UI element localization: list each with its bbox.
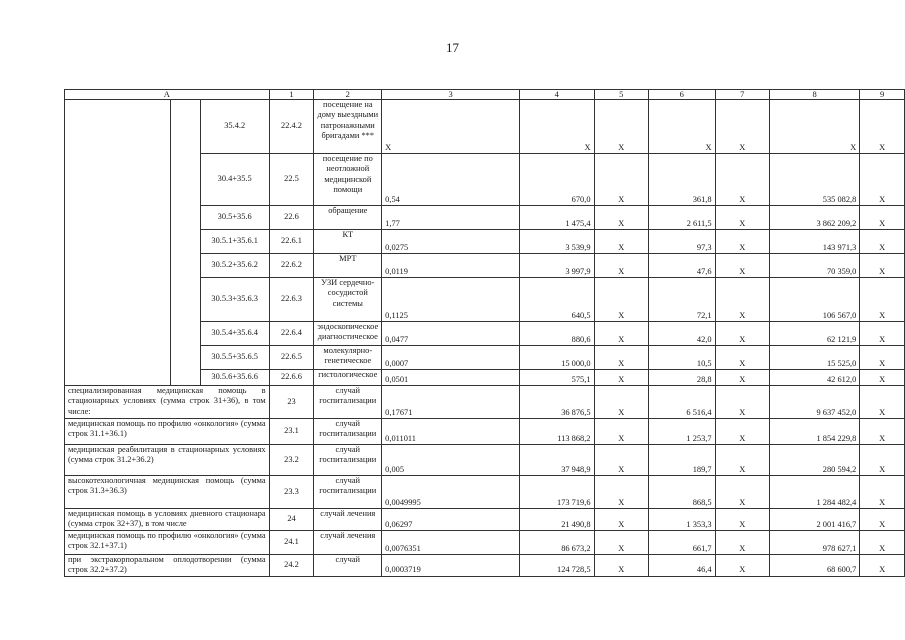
header-cell-5: 5 xyxy=(594,90,649,100)
value-col-4: 37 948,9 xyxy=(520,445,594,476)
value-col-3: 0,0477 xyxy=(382,322,520,346)
value-col-3: 0,0275 xyxy=(382,230,520,254)
value-col-9: Х xyxy=(860,254,905,278)
value-col-4: 1 475,4 xyxy=(520,206,594,230)
value-col-9: Х xyxy=(860,531,905,555)
value-col-3: 0,17671 xyxy=(382,386,520,419)
row-code-1: 22.6.6 xyxy=(269,370,314,386)
value-col-8: 9 637 452,0 xyxy=(770,386,860,419)
header-cell-6: 6 xyxy=(649,90,716,100)
row-description: медицинская помощь в условиях дневного стационара (сумма строк 32+37), в том числе xyxy=(65,509,270,531)
value-col-9: Х xyxy=(860,370,905,386)
value-col-4: 86 673,2 xyxy=(520,531,594,555)
row-name: случай госпитализации xyxy=(314,386,382,419)
row-name: случай госпитализации xyxy=(314,419,382,445)
row-description: при экстракорпоральном оплодотворении (сумма строк 32.2+37.2) xyxy=(65,555,270,577)
row-code-1: 23.2 xyxy=(269,445,314,476)
row-code-a: 30.5.6+35.6.6 xyxy=(200,370,269,386)
value-col-7: Х xyxy=(715,346,770,370)
row-name: эндоскопическое диагностическое xyxy=(314,322,382,346)
value-col-4: 113 868,2 xyxy=(520,419,594,445)
value-col-7: Х xyxy=(715,476,770,509)
value-col-9: Х xyxy=(860,278,905,322)
value-col-8: 62 121,9 xyxy=(770,322,860,346)
value-col-7: Х xyxy=(715,322,770,346)
row-description: медицинская помощь по профилю «онкология» (сумма строк 31.1+36.1) xyxy=(65,419,270,445)
value-col-6: 1 353,3 xyxy=(649,509,716,531)
value-col-4: 3 997,9 xyxy=(520,254,594,278)
row-name: МРТ xyxy=(314,254,382,278)
value-col-5: Х xyxy=(594,531,649,555)
header-cell-a: А xyxy=(65,90,270,100)
value-col-3: 1,77 xyxy=(382,206,520,230)
value-col-7: Х xyxy=(715,370,770,386)
value-col-9: Х xyxy=(860,509,905,531)
row-description: медицинская помощь по профилю «онкология» (сумма строк 32.1+37.1) xyxy=(65,531,270,555)
value-col-9: Х xyxy=(860,386,905,419)
row-name: гистологическое xyxy=(314,370,382,386)
table-row xyxy=(65,386,905,419)
row-code-1: 22.5 xyxy=(269,154,314,206)
row-code-1: 22.6 xyxy=(269,206,314,230)
value-col-4: 670,0 xyxy=(520,154,594,206)
row-name: КТ xyxy=(314,230,382,254)
value-col-5: Х xyxy=(594,230,649,254)
header-cell-3: 3 xyxy=(382,90,520,100)
value-col-6: 2 611,5 xyxy=(649,206,716,230)
value-col-8: 143 971,3 xyxy=(770,230,860,254)
header-cell-1: 1 xyxy=(269,90,314,100)
value-col-8: 70 359,0 xyxy=(770,254,860,278)
value-col-7: Х xyxy=(715,386,770,419)
value-col-9: Х xyxy=(860,476,905,509)
value-col-7: Х xyxy=(715,278,770,322)
value-col-8: 1 854 229,8 xyxy=(770,419,860,445)
value-col-8: 106 567,0 xyxy=(770,278,860,322)
value-col-6: 97,3 xyxy=(649,230,716,254)
header-cell-8: 8 xyxy=(770,90,860,100)
value-col-3: Х xyxy=(382,100,520,154)
value-col-6: 46,4 xyxy=(649,555,716,577)
value-col-4: 124 728,5 xyxy=(520,555,594,577)
table-row xyxy=(65,555,905,577)
value-col-6: 189,7 xyxy=(649,445,716,476)
value-col-3: 0,0049995 xyxy=(382,476,520,509)
empty-parent-cell xyxy=(65,100,171,386)
value-col-9: Х xyxy=(860,555,905,577)
value-col-7: Х xyxy=(715,206,770,230)
value-col-8: 15 525,0 xyxy=(770,346,860,370)
value-col-6: 28,8 xyxy=(649,370,716,386)
row-code-1: 22.6.4 xyxy=(269,322,314,346)
row-name: обращение xyxy=(314,206,382,230)
row-name: посещение на дому выездными патронажными бригадами *** xyxy=(314,100,382,154)
row-code-1: 22.6.3 xyxy=(269,278,314,322)
value-col-5: Х xyxy=(594,370,649,386)
value-col-8: 978 627,1 xyxy=(770,531,860,555)
page-number: 17 xyxy=(446,40,459,55)
value-col-6: 47,6 xyxy=(649,254,716,278)
row-code-a: 30.5.2+35.6.2 xyxy=(200,254,269,278)
value-col-3: 0,0119 xyxy=(382,254,520,278)
value-col-3: 0,005 xyxy=(382,445,520,476)
value-col-9: Х xyxy=(860,322,905,346)
row-code-a: 30.5.1+35.6.1 xyxy=(200,230,269,254)
value-col-5: Х xyxy=(594,419,649,445)
row-code-1: 22.6.2 xyxy=(269,254,314,278)
value-col-4: 575,1 xyxy=(520,370,594,386)
value-col-3: 0,54 xyxy=(382,154,520,206)
table-row xyxy=(65,476,905,509)
value-col-6: 10,5 xyxy=(649,346,716,370)
table-row xyxy=(65,509,905,531)
value-col-5: Х xyxy=(594,445,649,476)
row-code-1: 22.4.2 xyxy=(269,100,314,154)
row-code-1: 22.6.1 xyxy=(269,230,314,254)
value-col-9: Х xyxy=(860,100,905,154)
row-code-1: 22.6.5 xyxy=(269,346,314,370)
value-col-6: Х xyxy=(649,100,716,154)
value-col-9: Х xyxy=(860,206,905,230)
value-col-5: Х xyxy=(594,206,649,230)
value-col-7: Х xyxy=(715,509,770,531)
value-col-8: 535 082,8 xyxy=(770,154,860,206)
row-code-a: 30.5.4+35.6.4 xyxy=(200,322,269,346)
value-col-5: Х xyxy=(594,154,649,206)
value-col-4: 173 719,6 xyxy=(520,476,594,509)
value-col-7: Х xyxy=(715,419,770,445)
value-col-5: Х xyxy=(594,278,649,322)
empty-group-cell xyxy=(171,100,201,386)
row-name: молекулярно-генетическое xyxy=(314,346,382,370)
value-col-9: Х xyxy=(860,346,905,370)
value-col-4: 15 000,0 xyxy=(520,346,594,370)
value-col-7: Х xyxy=(715,555,770,577)
value-col-6: 361,8 xyxy=(649,154,716,206)
row-name: посещение по неотложной медицинской помощи xyxy=(314,154,382,206)
value-col-8: 2 001 416,7 xyxy=(770,509,860,531)
value-col-4: 21 490,8 xyxy=(520,509,594,531)
row-description: высокотехнологичная медицинская помощь (сумма строк 31.3+36.3) xyxy=(65,476,270,509)
value-col-4: 880,6 xyxy=(520,322,594,346)
row-name: случай госпитализации xyxy=(314,476,382,509)
row-code-1: 24.1 xyxy=(269,531,314,555)
value-col-3: 0,0007 xyxy=(382,346,520,370)
header-cell-7: 7 xyxy=(715,90,770,100)
value-col-8: 280 594,2 xyxy=(770,445,860,476)
value-col-9: Х xyxy=(860,445,905,476)
value-col-4: 36 876,5 xyxy=(520,386,594,419)
value-col-8: 3 862 209,2 xyxy=(770,206,860,230)
value-col-8: Х xyxy=(770,100,860,154)
value-col-9: Х xyxy=(860,419,905,445)
table-row xyxy=(65,531,905,555)
value-col-6: 6 516,4 xyxy=(649,386,716,419)
value-col-6: 661,7 xyxy=(649,531,716,555)
value-col-5: Х xyxy=(594,509,649,531)
row-code-a: 30.5+35.6 xyxy=(200,206,269,230)
value-col-5: Х xyxy=(594,100,649,154)
value-col-3: 0,0076351 xyxy=(382,531,520,555)
value-col-8: 1 284 482,4 xyxy=(770,476,860,509)
row-code-a: 30.5.3+35.6.3 xyxy=(200,278,269,322)
data-table xyxy=(64,89,905,577)
row-code-1: 24.2 xyxy=(269,555,314,577)
row-name: случай госпитализации xyxy=(314,445,382,476)
value-col-4: Х xyxy=(520,100,594,154)
row-code-1: 23.1 xyxy=(269,419,314,445)
value-col-4: 640,5 xyxy=(520,278,594,322)
row-code-a: 30.4+35.5 xyxy=(200,154,269,206)
value-col-5: Х xyxy=(594,555,649,577)
header-cell-9: 9 xyxy=(860,90,905,100)
value-col-3: 0,1125 xyxy=(382,278,520,322)
row-code-1: 24 xyxy=(269,509,314,531)
row-name: случай xyxy=(314,555,382,577)
value-col-7: Х xyxy=(715,531,770,555)
value-col-3: 0,011011 xyxy=(382,419,520,445)
value-col-7: Х xyxy=(715,154,770,206)
table-row xyxy=(65,419,905,445)
value-col-8: 42 612,0 xyxy=(770,370,860,386)
header-cell-4: 4 xyxy=(520,90,594,100)
table-row xyxy=(65,445,905,476)
row-code-1: 23.3 xyxy=(269,476,314,509)
value-col-9: Х xyxy=(860,154,905,206)
value-col-6: 42,0 xyxy=(649,322,716,346)
value-col-3: 0,0003719 xyxy=(382,555,520,577)
value-col-6: 1 253,7 xyxy=(649,419,716,445)
row-description: специализированная медицинская помощь в стационарных условиях (сумма строк 31+36), в том числе: xyxy=(65,386,270,419)
row-code-1: 23 xyxy=(269,386,314,419)
row-name: случай лечения xyxy=(314,509,382,531)
value-col-6: 72,1 xyxy=(649,278,716,322)
row-code-a: 35.4.2 xyxy=(200,100,269,154)
value-col-6: 868,5 xyxy=(649,476,716,509)
row-description: медицинская реабилитация в стационарных условиях (сумма строк 31.2+36.2) xyxy=(65,445,270,476)
value-col-3: 0,0501 xyxy=(382,370,520,386)
table-row xyxy=(65,100,905,154)
value-col-4: 3 539,9 xyxy=(520,230,594,254)
value-col-5: Х xyxy=(594,386,649,419)
value-col-7: Х xyxy=(715,100,770,154)
row-name: УЗИ сердечно-сосудистой системы xyxy=(314,278,382,322)
value-col-5: Х xyxy=(594,476,649,509)
value-col-8: 68 600,7 xyxy=(770,555,860,577)
value-col-7: Х xyxy=(715,445,770,476)
value-col-7: Х xyxy=(715,230,770,254)
value-col-5: Х xyxy=(594,346,649,370)
header-row xyxy=(65,90,905,100)
value-col-5: Х xyxy=(594,254,649,278)
value-col-7: Х xyxy=(715,254,770,278)
value-col-3: 0,06297 xyxy=(382,509,520,531)
row-name: случай лечения xyxy=(314,531,382,555)
header-cell-2: 2 xyxy=(314,90,382,100)
value-col-5: Х xyxy=(594,322,649,346)
value-col-9: Х xyxy=(860,230,905,254)
row-code-a: 30.5.5+35.6.5 xyxy=(200,346,269,370)
